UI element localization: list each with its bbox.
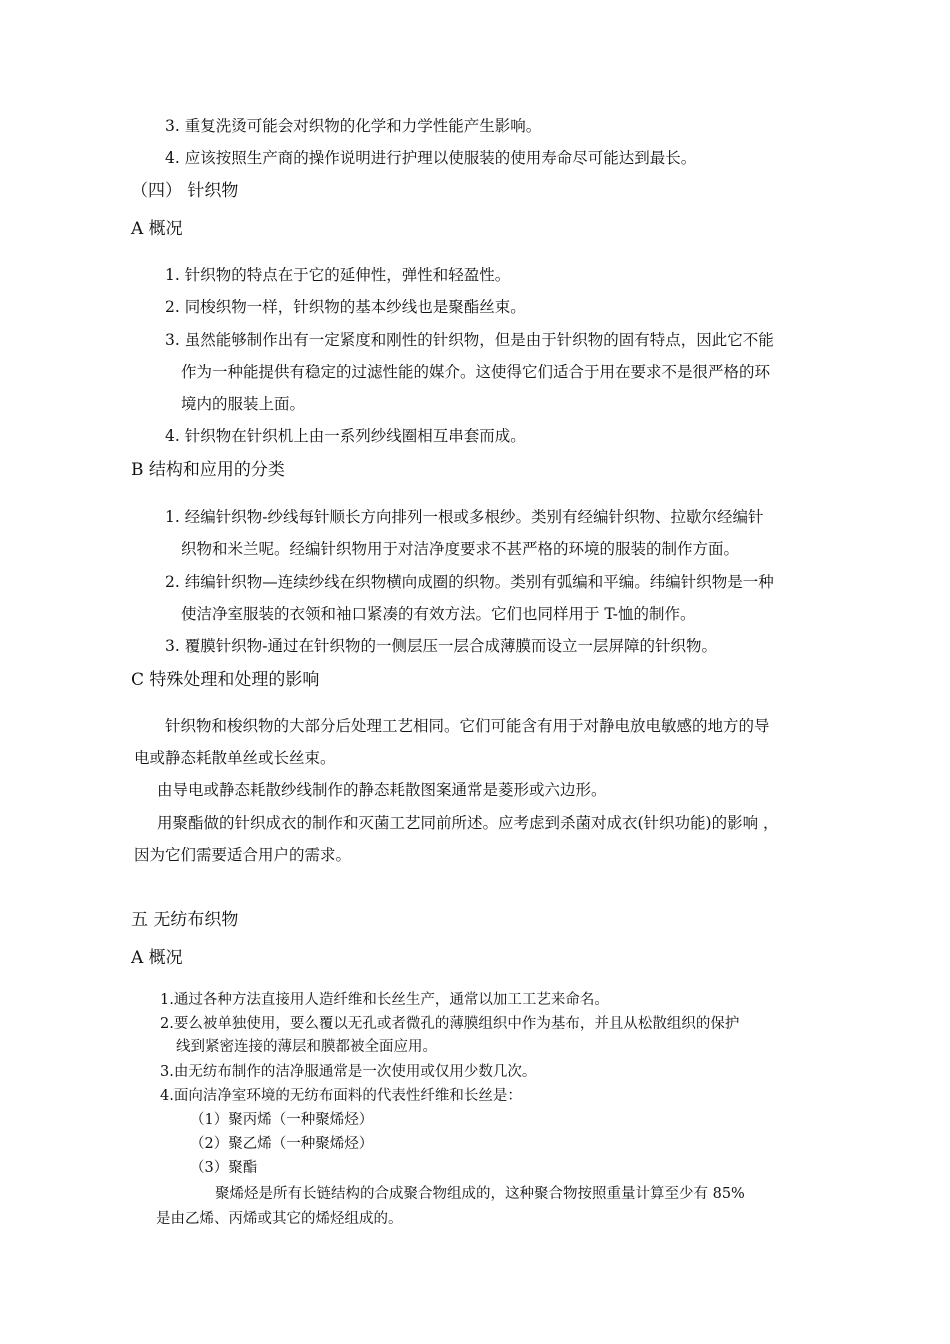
list-item: 4. 针织物在针织机上由一系列纱线圈相互串套而成。 xyxy=(165,427,526,445)
paragraph-line: 是由乙烯、丙烯或其它的烯烃组成的。 xyxy=(156,1211,403,1227)
subsection-heading: A 概况 xyxy=(131,219,183,239)
list-item: 2.要么被单独使用，要么覆以无孔或者微孔的薄膜组织中作为基布，并且从松散组织的保护 xyxy=(160,1016,740,1032)
list-item: 3. 覆膜针织物-通过在针织物的一侧层压一层合成薄膜而设立一层屏障的针织物。 xyxy=(165,637,717,655)
list-item: 4.面向洁净室环境的无纺布面料的代表性纤维和长丝是： xyxy=(160,1088,522,1104)
paragraph-line: 用聚酯做的针织成衣的制作和灭菌工艺同前所述。应考虑到杀菌对成衣(针织功能)的影响 ， xyxy=(157,814,779,832)
sub-list-item: （1）聚丙烯（一种聚烯烃） xyxy=(190,1112,374,1128)
list-item: 1. 针织物的特点在于它的延伸性，弹性和轻盈性。 xyxy=(165,266,511,284)
section-heading: 五 无纺布织物 xyxy=(131,910,239,930)
sub-list-item: （3）聚酯 xyxy=(190,1160,258,1176)
list-item-continuation: 境内的服装上面。 xyxy=(181,395,306,413)
list-item: 2. 同梭织物一样，针织物的基本纱线也是聚酯丝束。 xyxy=(165,298,526,316)
list-item: 1.通过各种方法直接用人造纤维和长丝生产，通常以加工工艺来命名。 xyxy=(160,992,609,1008)
list-item: 2. 纬编针织物—连续纱线在织物横向成圈的织物。类别有弧编和平编。纬编针织物是一种 xyxy=(165,573,774,591)
paragraph-line: 聚烯烃是所有长链结构的合成聚合物组成的，这种聚合物按照重量计算至少有 85% xyxy=(215,1186,745,1202)
subsection-heading: B 结构和应用的分类 xyxy=(131,460,285,480)
list-item-continuation: 织物和米兰呢。经编针织物用于对洁净度要求不甚严格的环境的服装的制作方面。 xyxy=(181,540,740,558)
subsection-heading: A 概况 xyxy=(131,948,183,968)
list-item-continuation: 使洁净室服装的衣领和袖口紧凑的有效方法。它们也同样用于 T-恤的制作。 xyxy=(181,605,696,623)
paragraph-line: 电或静态耗散单丝或长丝束。 xyxy=(134,749,336,767)
paragraph-line: 因为它们需要适合用户的需求。 xyxy=(134,846,352,864)
list-item: 3.由无纺布制作的洁净服通常是一次使用或仅用少数几次。 xyxy=(160,1064,537,1080)
list-item-continuation: 作为一种能提供有稳定的过滤性能的媒介。这使得它们适合于用在要求不是很严格的环 xyxy=(181,363,771,381)
list-item: 1. 经编针织物-纱线每针顺长方向排列一根或多根纱。类别有经编针织物、拉歇尔经编针 xyxy=(165,508,764,526)
paragraph-line: 针织物和梭织物的大部分后处理工艺相同。它们可能含有用于对静电放电敏感的地方的导 xyxy=(165,717,770,735)
list-item: 3. 虽然能够制作出有一定紧度和刚性的针织物，但是由于针织物的固有特点，因此它不能 xyxy=(165,331,774,349)
subsection-heading: C 特殊处理和处理的影响 xyxy=(131,670,320,690)
list-item-continuation: 线到紧密连接的薄层和膜都被全面应用。 xyxy=(176,1039,437,1055)
sub-list-item: （2）聚乙烯（一种聚烯烃） xyxy=(190,1136,374,1152)
section-heading: （四） 针织物 xyxy=(131,181,239,201)
paragraph-line: 由导电或静态耗散纱线制作的静态耗散图案通常是菱形或六边形。 xyxy=(157,781,607,799)
list-item: 3. 重复洗烫可能会对织物的化学和力学性能产生影响。 xyxy=(165,117,542,135)
list-item: 4. 应该按照生产商的操作说明进行护理以使服装的使用寿命尽可能达到最长。 xyxy=(165,149,697,167)
